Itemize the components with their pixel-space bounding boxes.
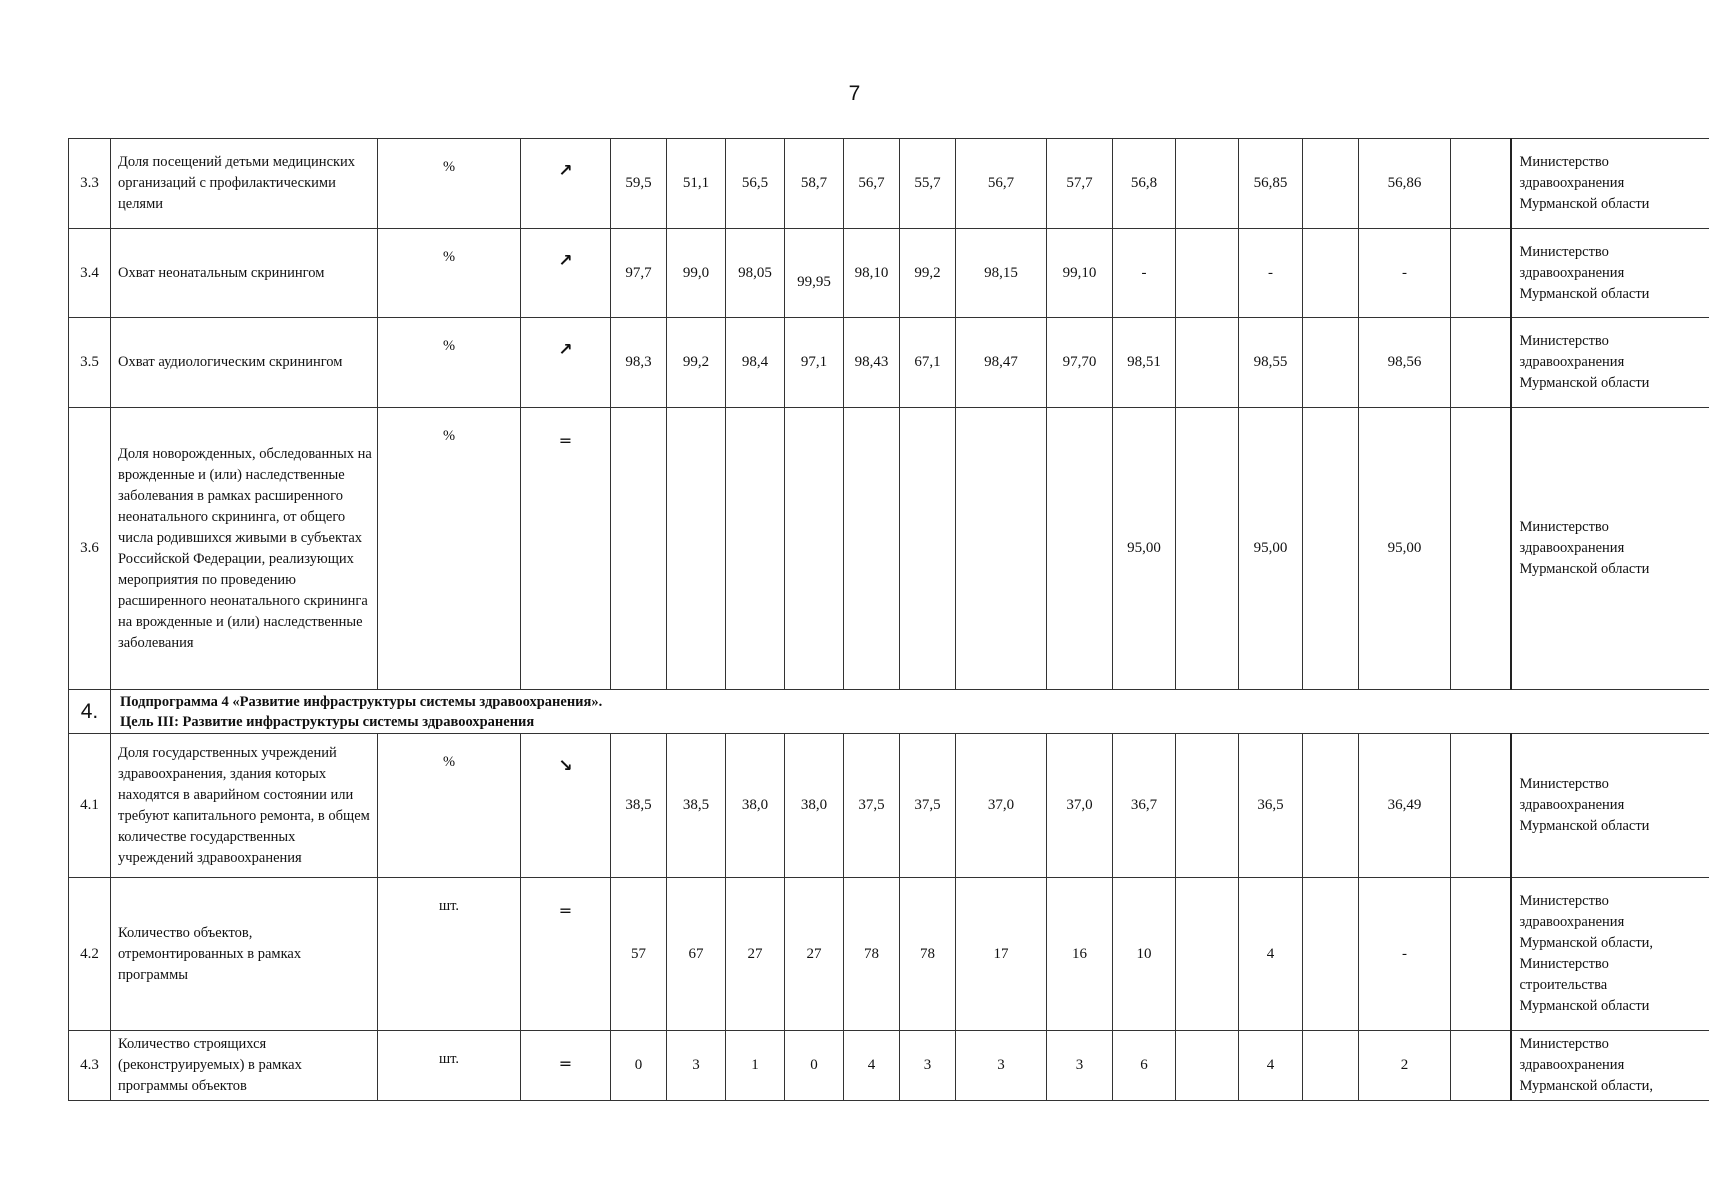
value-cell bbox=[1451, 318, 1511, 408]
value-cell: 55,7 bbox=[900, 139, 956, 229]
value-cell bbox=[1451, 139, 1511, 229]
trend-up-arrow-icon: ↗ bbox=[521, 229, 611, 318]
value-cell: 78 bbox=[844, 878, 900, 1031]
value-cell: 97,1 bbox=[785, 318, 844, 408]
value-cell bbox=[1451, 1031, 1511, 1101]
value-cell: 98,3 bbox=[611, 318, 667, 408]
table-body-subprogram-3 bbox=[69, 139, 1709, 690]
value-cell bbox=[726, 408, 785, 690]
responsible-organization bbox=[1511, 229, 1709, 318]
organization-line: Министерство bbox=[1519, 776, 1609, 792]
unit-of-measure: % bbox=[378, 139, 521, 229]
responsible-organization bbox=[1511, 734, 1709, 878]
value-cell: 37,5 bbox=[900, 734, 956, 878]
row-index: 4.2 bbox=[69, 878, 111, 1031]
organization-line: Мурманской области, bbox=[1519, 935, 1654, 951]
trend-equal-icon: = bbox=[521, 1031, 611, 1101]
value-cell: 98,55 bbox=[1239, 318, 1303, 408]
value-cell bbox=[1451, 734, 1511, 878]
organization-line: здравоохранения bbox=[1519, 264, 1625, 281]
unit-of-measure: шт. bbox=[378, 878, 521, 1031]
value-cell: 56,7 bbox=[956, 139, 1047, 229]
table-body-section bbox=[69, 690, 1709, 734]
indicator-name: Доля новорожденных, обследованных на врожденные и (или) наследственные заболевания в рамках расширенного неонатального скрининга, от общего числа родившихся живыми в субъектах Российской Федерации, реализующих мероприятия по проведению расширенного неонатального скрининга на врожденные и (или) наследственные заболевания bbox=[111, 408, 378, 690]
row-index: 3.5 bbox=[69, 318, 111, 408]
indicator-name: Количество объектов, отремонтированных в рамках программы bbox=[111, 878, 378, 1031]
value-cell: 56,5 bbox=[726, 139, 785, 229]
value-cell: 98,47 bbox=[956, 318, 1047, 408]
organization-line: здравоохранения bbox=[1519, 354, 1625, 370]
value-cell: 98,15 bbox=[956, 229, 1047, 318]
table-row bbox=[69, 229, 1709, 318]
organization-line: Мурманской области bbox=[1519, 196, 1650, 212]
row-index: 3.3 bbox=[69, 139, 111, 229]
value-cell: 97,70 bbox=[1047, 318, 1113, 408]
value-cell: 38,0 bbox=[785, 734, 844, 878]
value-cell bbox=[667, 408, 726, 690]
value-cell: 6 bbox=[1113, 1031, 1176, 1101]
value-cell: 3 bbox=[1047, 1031, 1113, 1101]
responsible-organization bbox=[1511, 318, 1709, 408]
value-cell: 97,7 bbox=[611, 229, 667, 318]
value-cell: 99,0 bbox=[667, 229, 726, 318]
trend-equal-icon: = bbox=[521, 878, 611, 1031]
organization-line: Мурманской области bbox=[1519, 561, 1650, 577]
value-cell bbox=[1176, 318, 1239, 408]
value-cell: 98,51 bbox=[1113, 318, 1176, 408]
unit-of-measure: % bbox=[378, 408, 521, 690]
indicator-name: Доля государственных учреждений здравоохранения, здания которых находятся в аварийном состоянии или требуют капитального ремонта, в общем количестве государственных учреждений здравоохранения bbox=[111, 734, 378, 878]
organization-line: здравоохранения bbox=[1519, 914, 1625, 930]
organization-line: строительства bbox=[1519, 977, 1608, 993]
row-index: 3.4 bbox=[69, 229, 111, 318]
section-number: 4. bbox=[69, 690, 111, 734]
row-index: 4.1 bbox=[69, 734, 111, 878]
value-cell bbox=[1451, 408, 1511, 690]
organization-line: здравоохранения bbox=[1519, 540, 1625, 556]
responsible-organization bbox=[1511, 878, 1709, 1031]
value-cell: 3 bbox=[667, 1031, 726, 1101]
table-row bbox=[69, 734, 1709, 878]
trend-down-arrow-icon: ↘ bbox=[521, 734, 611, 878]
value-cell: 67 bbox=[667, 878, 726, 1031]
indicator-name: Количество строящихся (реконструируемых) в рамках программы объектов bbox=[111, 1031, 378, 1101]
organization-line: Министерство bbox=[1519, 243, 1609, 260]
value-cell: 98,43 bbox=[844, 318, 900, 408]
trend-equal-icon: = bbox=[521, 408, 611, 690]
value-cell bbox=[956, 408, 1047, 690]
value-cell: 4 bbox=[844, 1031, 900, 1101]
value-cell: 95,00 bbox=[1359, 408, 1451, 690]
value-cell bbox=[1451, 229, 1511, 318]
indicator-name: Охват аудиологическим скринингом bbox=[111, 318, 378, 408]
organization-line: Министерство bbox=[1519, 333, 1609, 349]
trend-up-arrow-icon: ↗ bbox=[521, 139, 611, 229]
organization-line: Мурманской области bbox=[1519, 998, 1650, 1014]
value-cell: 37,5 bbox=[844, 734, 900, 878]
section-title-line1: Подпрограмма 4 «Развитие инфраструктуры системы здравоохранения». bbox=[120, 693, 603, 710]
value-cell bbox=[1176, 1031, 1239, 1101]
value-cell: 98,56 bbox=[1359, 318, 1451, 408]
value-cell bbox=[1176, 408, 1239, 690]
value-cell: 0 bbox=[611, 1031, 667, 1101]
organization-line: Мурманской области, bbox=[1519, 1078, 1654, 1094]
indicators-table bbox=[68, 138, 1709, 1101]
table-row bbox=[69, 1031, 1709, 1101]
value-cell: - bbox=[1239, 229, 1303, 318]
organization-line: Мурманской области bbox=[1519, 375, 1650, 391]
organization-line: Министерство bbox=[1519, 956, 1609, 972]
value-cell: 98,10 bbox=[844, 229, 900, 318]
value-cell bbox=[1047, 408, 1113, 690]
value-cell: 27 bbox=[785, 878, 844, 1031]
value-cell: 3 bbox=[956, 1031, 1047, 1101]
organization-line: Мурманской области bbox=[1519, 818, 1650, 834]
value-cell: 51,1 bbox=[667, 139, 726, 229]
value-cell bbox=[1303, 408, 1359, 690]
section-title-line2: Цель III: Развитие инфраструктуры системы здравоохранения bbox=[120, 713, 535, 730]
value-cell: 2 bbox=[1359, 1031, 1451, 1101]
section-title bbox=[111, 690, 1709, 734]
organization-line: Министерство bbox=[1519, 154, 1609, 170]
value-cell bbox=[844, 408, 900, 690]
unit-of-measure: % bbox=[378, 734, 521, 878]
organization-line: Мурманской области bbox=[1519, 285, 1650, 302]
value-cell: 95,00 bbox=[1113, 408, 1176, 690]
value-cell: 99,2 bbox=[900, 229, 956, 318]
value-cell bbox=[1303, 1031, 1359, 1101]
value-cell bbox=[1451, 878, 1511, 1031]
organization-line: здравоохранения bbox=[1519, 797, 1625, 813]
value-cell bbox=[900, 408, 956, 690]
value-cell: 99,2 bbox=[667, 318, 726, 408]
organization-line: Министерство bbox=[1519, 893, 1609, 909]
table-body-subprogram-4 bbox=[69, 734, 1709, 1101]
value-cell bbox=[785, 408, 844, 690]
value-cell: - bbox=[1113, 229, 1176, 318]
value-cell: 38,0 bbox=[726, 734, 785, 878]
value-cell: - bbox=[1359, 878, 1451, 1031]
value-cell: 56,86 bbox=[1359, 139, 1451, 229]
row-index: 4.3 bbox=[69, 1031, 111, 1101]
value-cell bbox=[1303, 139, 1359, 229]
value-cell: 78 bbox=[900, 878, 956, 1031]
value-cell: 59,5 bbox=[611, 139, 667, 229]
value-cell: 67,1 bbox=[900, 318, 956, 408]
value-cell bbox=[1303, 734, 1359, 878]
value-cell: 38,5 bbox=[667, 734, 726, 878]
value-cell bbox=[1176, 734, 1239, 878]
organization-line: здравоохранения bbox=[1519, 1057, 1625, 1073]
page-number: 7 bbox=[848, 82, 861, 105]
value-cell: 27 bbox=[726, 878, 785, 1031]
value-cell: 1 bbox=[726, 1031, 785, 1101]
value-cell bbox=[1176, 139, 1239, 229]
value-cell: 99,10 bbox=[1047, 229, 1113, 318]
value-cell: - bbox=[1359, 229, 1451, 318]
organization-line: Министерство bbox=[1519, 1036, 1609, 1052]
trend-up-arrow-icon: ↗ bbox=[521, 318, 611, 408]
table-row bbox=[69, 878, 1709, 1031]
value-cell bbox=[1303, 878, 1359, 1031]
value-cell bbox=[611, 408, 667, 690]
value-cell: 4 bbox=[1239, 878, 1303, 1031]
value-cell: 36,5 bbox=[1239, 734, 1303, 878]
value-cell bbox=[1303, 318, 1359, 408]
value-cell: 57 bbox=[611, 878, 667, 1031]
value-cell: 37,0 bbox=[956, 734, 1047, 878]
value-cell: 98,05 bbox=[726, 229, 785, 318]
organization-line: здравоохранения bbox=[1519, 175, 1625, 191]
indicator-name: Доля посещений детьми медицинских организаций с профилактическими целями bbox=[111, 139, 378, 229]
value-cell: 10 bbox=[1113, 878, 1176, 1031]
value-cell bbox=[1303, 229, 1359, 318]
value-cell: 98,4 bbox=[726, 318, 785, 408]
value-cell: 95,00 bbox=[1239, 408, 1303, 690]
value-cell: 16 bbox=[1047, 878, 1113, 1031]
responsible-organization bbox=[1511, 1031, 1709, 1101]
table-row bbox=[69, 139, 1709, 229]
value-cell: 3 bbox=[900, 1031, 956, 1101]
value-cell: 56,85 bbox=[1239, 139, 1303, 229]
value-cell: 56,8 bbox=[1113, 139, 1176, 229]
indicator-name: Охват неонатальным скринингом bbox=[111, 229, 378, 318]
responsible-organization bbox=[1511, 408, 1709, 690]
responsible-organization bbox=[1511, 139, 1709, 229]
value-cell: 0 bbox=[785, 1031, 844, 1101]
table-row bbox=[69, 408, 1709, 690]
value-cell bbox=[1176, 229, 1239, 318]
value-cell: 37,0 bbox=[1047, 734, 1113, 878]
table-row bbox=[69, 318, 1709, 408]
unit-of-measure: % bbox=[378, 318, 521, 408]
value-cell: 4 bbox=[1239, 1031, 1303, 1101]
unit-of-measure: шт. bbox=[378, 1031, 521, 1101]
value-cell: 99,95 bbox=[785, 229, 844, 318]
unit-of-measure: % bbox=[378, 229, 521, 318]
value-cell: 36,7 bbox=[1113, 734, 1176, 878]
value-cell: 17 bbox=[956, 878, 1047, 1031]
value-cell: 36,49 bbox=[1359, 734, 1451, 878]
value-cell: 58,7 bbox=[785, 139, 844, 229]
value-cell: 56,7 bbox=[844, 139, 900, 229]
row-index: 3.6 bbox=[69, 408, 111, 690]
section-row bbox=[69, 690, 1709, 734]
value-cell bbox=[1176, 878, 1239, 1031]
value-cell: 38,5 bbox=[611, 734, 667, 878]
value-cell: 57,7 bbox=[1047, 139, 1113, 229]
organization-line: Министерство bbox=[1519, 519, 1609, 535]
